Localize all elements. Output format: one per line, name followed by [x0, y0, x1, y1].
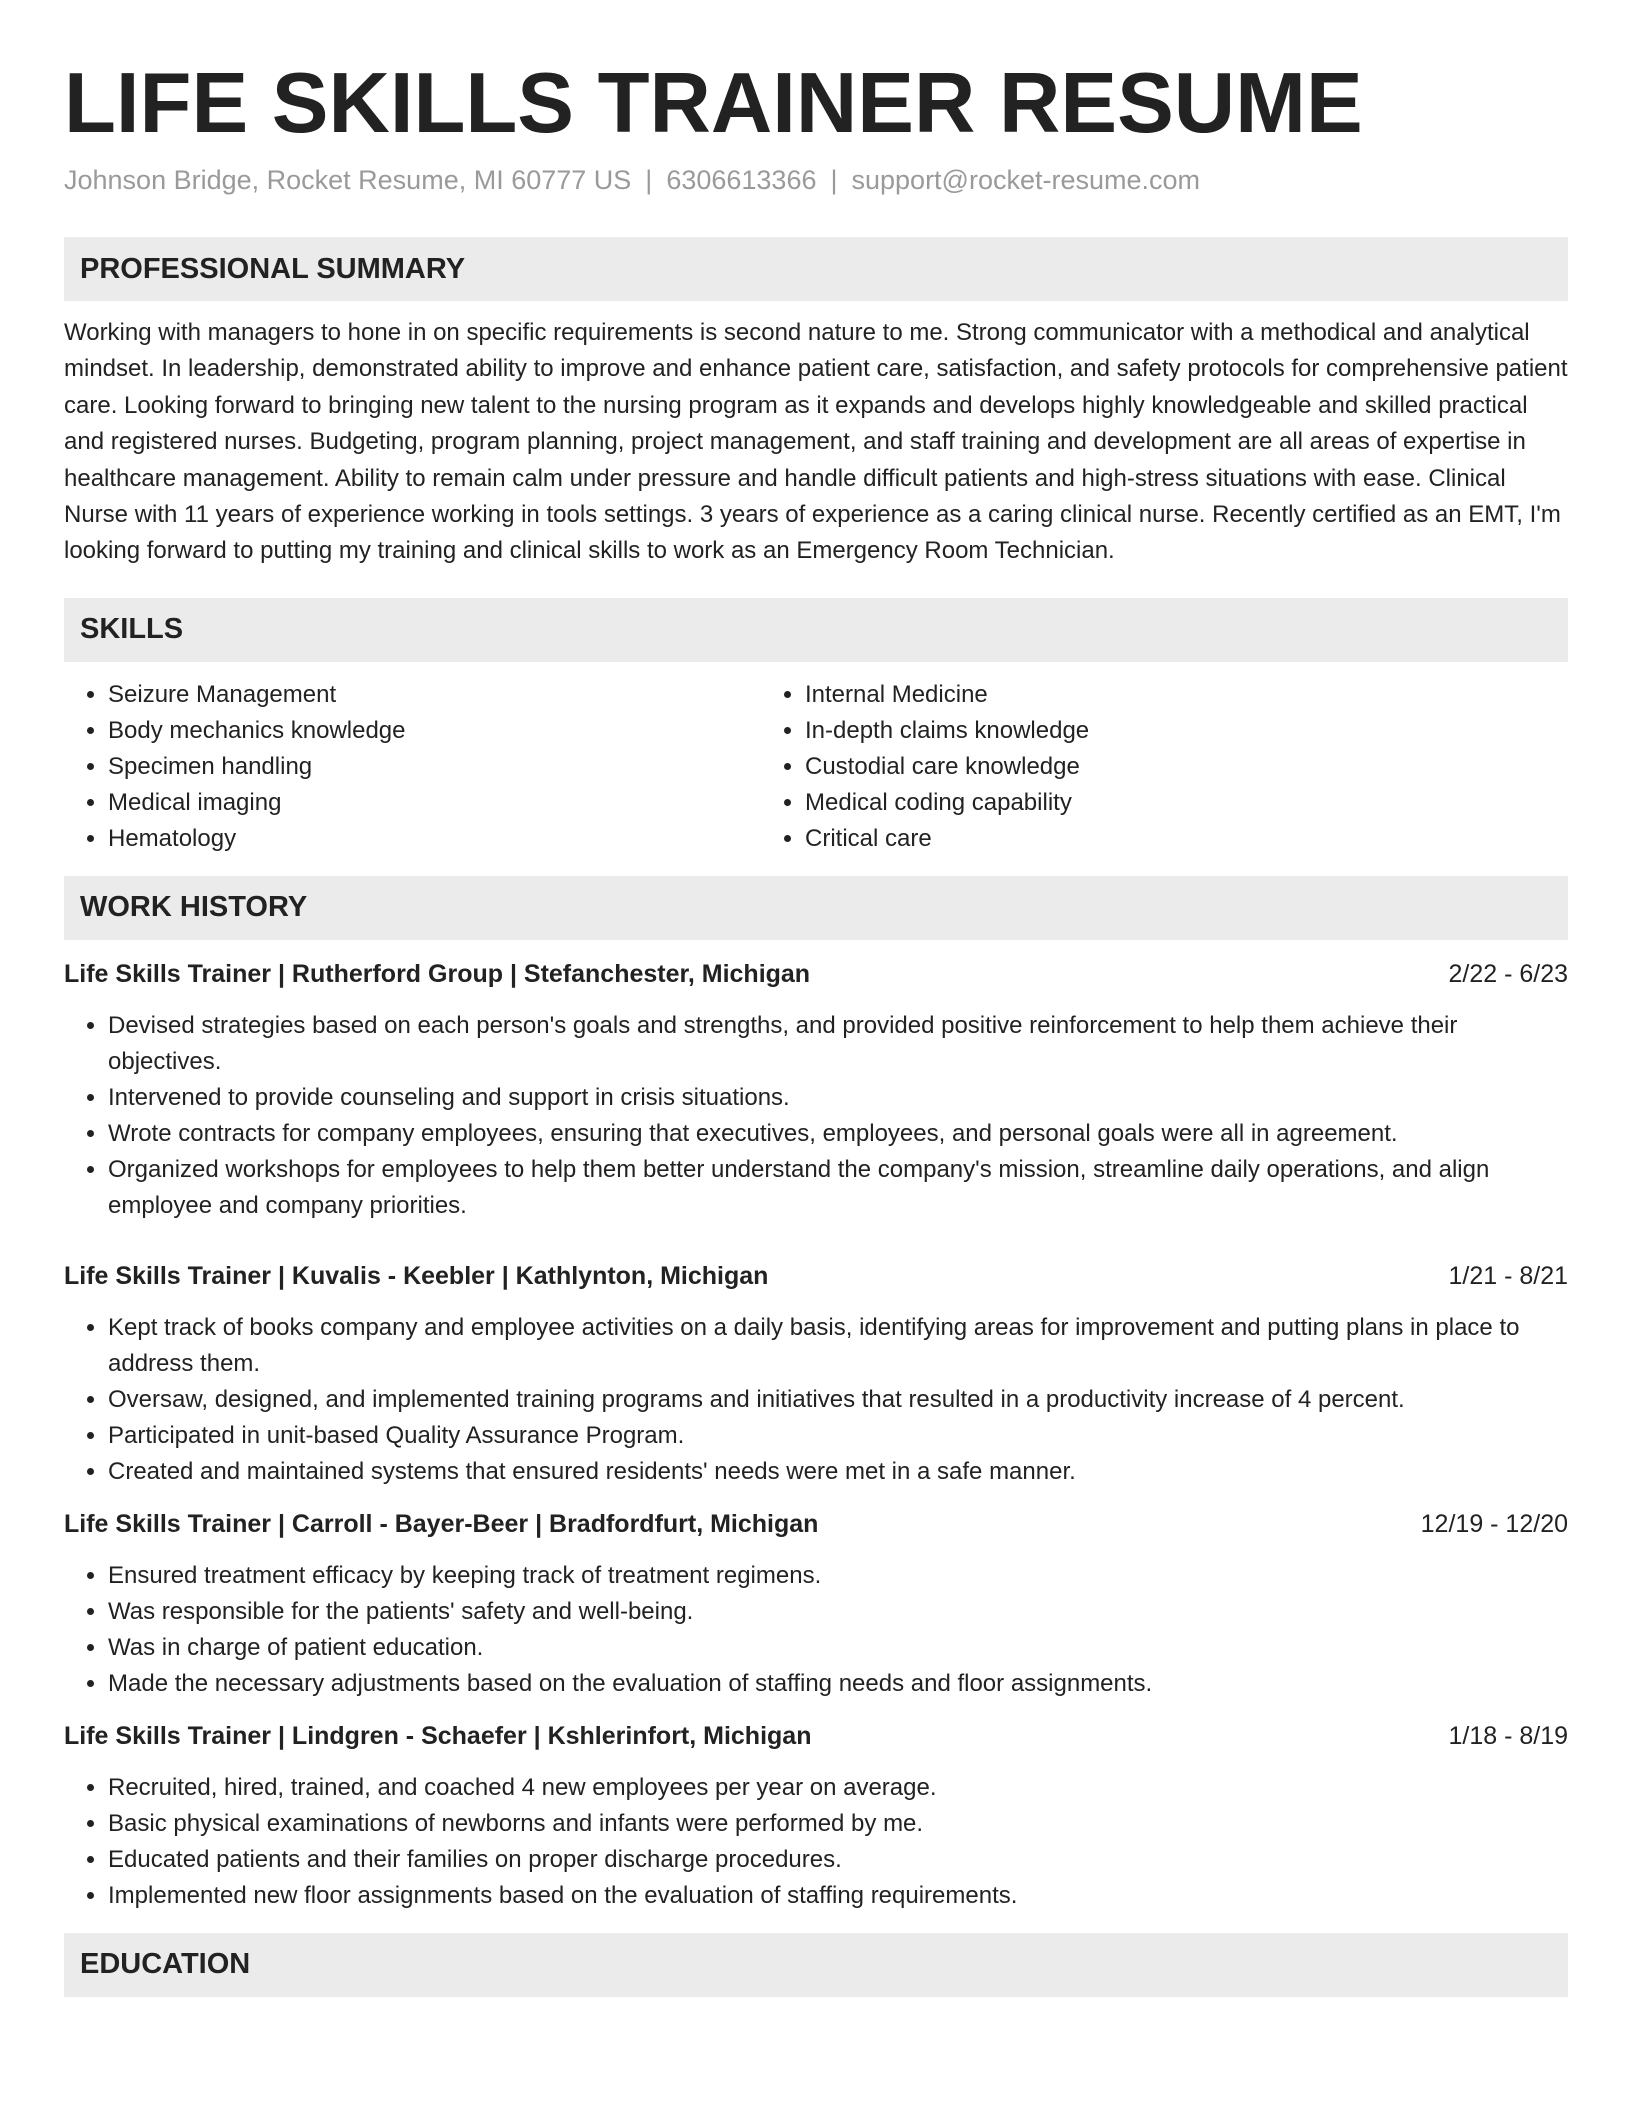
job-title: Life Skills Trainer | Rutherford Group | Stefanchester, Michigan	[64, 959, 811, 988]
job-bullet: • Created and maintained systems that ensured residents' needs were met in a safe manner.	[108, 1454, 1568, 1490]
job-dates: 2/22 - 6/23	[1448, 959, 1568, 988]
job-dates: 12/19 - 12/20	[1420, 1509, 1568, 1538]
job-header	[64, 1718, 1568, 1754]
job-header	[64, 1258, 1568, 1294]
job-entry	[64, 956, 1568, 1224]
job-bullet: • Ensured treatment efficacy by keeping track of treatment regimens.	[108, 1558, 1568, 1594]
job-header	[64, 956, 1568, 992]
skill-item: • Medical imaging	[108, 785, 761, 821]
job-bullet: • Devised strategies based on each person's goals and strengths, and provided positive reinforcement to help them achieve their objectives.	[108, 1008, 1568, 1080]
job-bullet: • Was in charge of patient education.	[108, 1630, 1568, 1666]
job-bullets	[64, 1310, 1568, 1490]
resume-page	[64, 0, 1568, 1997]
job-bullets	[64, 1008, 1568, 1224]
job-bullet: • Educated patients and their families on proper discharge procedures.	[108, 1842, 1568, 1878]
job-bullets	[64, 1558, 1568, 1702]
skill-item: • Body mechanics knowledge	[108, 713, 761, 749]
summary-text: Working with managers to hone in on specific requirements is second nature to me. Strong communicator with a methodical and analytical mindset. In leadership, demonstrated ability to improve and enhance patient care, satisfaction, and safety protocols for comprehensive patient care. Looking forward to bringing new talent to the nursing program as it expands and develops highly knowledgeable and skilled practical and registered nurses. Budgeting, program planning, project management, and staff training and development are all areas of expertise in healthcare management. Ability to remain calm under pressure and handle difficult patients and high-stress situations with ease. Clinical Nurse with 11 years of experience working in tools settings. 3 years of experience as a caring clinical nurse. Recently certified as an EMT, I'm looking forward to putting my training and clinical skills to work as an Emergency Room Technician.	[64, 319, 1568, 565]
job-title: Life Skills Trainer | Lindgren - Schaefer | Kshlerinfort, Michigan	[64, 1721, 812, 1750]
contact-separator: |	[645, 165, 653, 195]
skill-item: • Hematology	[108, 821, 761, 857]
contact-separator: |	[830, 165, 838, 195]
skill-item: • Internal Medicine	[805, 677, 1458, 713]
job-entry	[64, 1258, 1568, 1490]
job-bullet: • Made the necessary adjustments based on the evaluation of staffing needs and floor assignments.	[108, 1666, 1568, 1702]
work-section-header: WORK HISTORY	[64, 876, 1568, 940]
job-bullets	[64, 1770, 1568, 1914]
skills-column-right	[761, 677, 1458, 857]
job-title: Life Skills Trainer | Kuvalis - Keebler | Kathlynton, Michigan	[64, 1261, 769, 1290]
skill-item: • Custodial care knowledge	[805, 749, 1458, 785]
education-section-header: EDUCATION	[64, 1933, 1568, 1997]
job-entry	[64, 1718, 1568, 1914]
job-bullet: • Implemented new floor assignments based on the evaluation of staffing requirements.	[108, 1878, 1568, 1914]
contact-address: Johnson Bridge, Rocket Resume, MI 60777 US	[64, 165, 632, 195]
skill-item: • Medical coding capability	[805, 785, 1458, 821]
job-bullet: • Was responsible for the patients' safety and well-being.	[108, 1594, 1568, 1630]
job-entry	[64, 1506, 1568, 1702]
job-bullet: • Basic physical examinations of newborns and infants were performed by me.	[108, 1806, 1568, 1842]
skill-item: • In-depth claims knowledge	[805, 713, 1458, 749]
skills-column-left	[64, 677, 761, 857]
job-bullet: • Recruited, hired, trained, and coached 4 new employees per year on average.	[108, 1770, 1568, 1806]
contact-line	[64, 162, 1568, 198]
summary-section-header: PROFESSIONAL SUMMARY	[64, 237, 1568, 301]
skills-list	[64, 677, 1568, 857]
job-bullet: • Participated in unit-based Quality Assurance Program.	[108, 1418, 1568, 1454]
contact-phone: 6306613366	[666, 165, 817, 195]
job-bullet: • Wrote contracts for company employees, ensuring that executives, employees, and personal goals were all in agreement.	[108, 1116, 1568, 1152]
skill-item: • Seizure Management	[108, 677, 761, 713]
skill-item: • Specimen handling	[108, 749, 761, 785]
contact-email: support@rocket-resume.com	[851, 165, 1201, 195]
resume-title: LIFE SKILLS TRAINER RESUME	[64, 56, 1363, 151]
skills-section-header: SKILLS	[64, 598, 1568, 662]
job-header	[64, 1506, 1568, 1542]
job-dates: 1/21 - 8/21	[1448, 1261, 1568, 1290]
job-title: Life Skills Trainer | Carroll - Bayer-Beer | Bradfordfurt, Michigan	[64, 1509, 819, 1538]
job-bullet: • Intervened to provide counseling and support in crisis situations.	[108, 1080, 1568, 1116]
job-bullet: • Oversaw, designed, and implemented training programs and initiatives that resulted in a productivity increase of 4 percent.	[108, 1382, 1568, 1418]
job-bullet: • Organized workshops for employees to help them better understand the company's mission, streamline daily operations, and align employee and company priorities.	[108, 1152, 1568, 1224]
skill-item: • Critical care	[805, 821, 1458, 857]
job-bullet: • Kept track of books company and employee activities on a daily basis, identifying areas for improvement and putting plans in place to address them.	[108, 1310, 1568, 1382]
job-dates: 1/18 - 8/19	[1448, 1721, 1568, 1750]
